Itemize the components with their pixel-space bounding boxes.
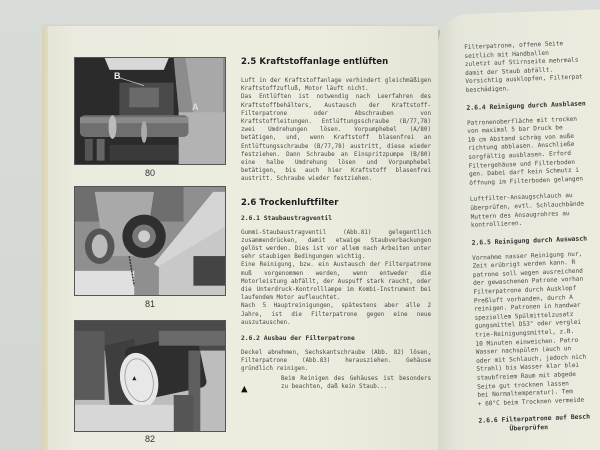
right-line: Filterpatrone durch Ausklopf	[473, 284, 577, 296]
figure-80-caption: 80	[144, 168, 155, 178]
right-line: trie-Reinigungsmittel, z.B.	[475, 328, 575, 339]
section-2-6-1-paragraph-1: Gummi-Staubaustragventil (Abb.81) gelegentlich zusammendrücken, damit etwaige Staubverbackungen gelöst werden. Dies ist vor allem nach Arbeiten unter sehr staubigen Bedingungen wichtig.	[241, 229, 431, 261]
right-line: Patronenoberfläche mit trocken	[466, 115, 578, 127]
right-line: Zeit erübrigt werden kann. R	[472, 259, 576, 271]
svg-text:▲: ▲	[132, 374, 137, 383]
section-2-5-paragraph-1: Luft in der Kraftstoffanlage verhindert gleichmäßigen Kraftstoffzufluß, Motor läuft nicht.	[241, 78, 431, 93]
dust-valve-image	[75, 187, 225, 296]
warning-triangle-icon: ▲	[241, 381, 248, 395]
right-line: richtung abblasen. Anschließe	[467, 141, 575, 153]
right-line: beschädigen.	[465, 85, 510, 94]
right-line: kontrollieren.	[470, 219, 523, 229]
right-line: Filterpatrone, offene Seite	[464, 40, 564, 51]
figure-82-photo	[74, 320, 226, 432]
section-2-6-6-heading: 2.6.6 Filterpatrone auf Besch	[478, 412, 591, 426]
right-line: gen. Dabei darf kein Schmutz i	[468, 166, 580, 179]
right-line: Muttern des Ansaugrohres au	[470, 209, 570, 221]
right-line: Vorsichtig ausklopfen, Filterpat	[465, 73, 583, 86]
right-line: 10 Minuten einweichen. Patro	[475, 336, 579, 348]
section-2-6-1-paragraph-2: Eine Reinigung, bzw. ein Austausch der Filterpatrone muß vorgenommen werden, wenn entweder die Motorleistung abfällt, der Auspuff stark raucht, oder die Unterdruck-Kontrolllampe im Kombi-Instrument bei laufendem Motor aufleuchtet.	[241, 262, 431, 302]
right-line: Preßluft vorhanden, durch A	[473, 293, 573, 305]
section-2-5-paragraph-2: Das Entlüften ist notwendig nach Leerfahren des Kraftstoffbehälters, Austausch der Kraftstoff-Filterpatrone oder Abschrauben von Kraftstoffleitungen. Entlüftungsschraube (B/77,78) zwei Umdrehungen lösen. Vorpumphebel (A/80) betätigen, und, wenn Kraftstoff blasenfrei an Entlüftungsschraube (B/77,78) austritt, diese wieder festziehen. Dann Schraube an Einspritzpumpe (B/80) eine halbe Umdrehung lösen und Vorpumphebel betätigen, bis auch hier Kraftstoff blasenfrei austritt. Schraube wieder festziehen.	[241, 94, 431, 183]
section-2-6-1-heading: 2.6.1 Staubaustragventil	[241, 214, 332, 222]
section-2-6-5-heading: 2.6.5 Reinigung durch Auswasch	[471, 234, 588, 247]
right-text-column	[464, 38, 600, 442]
figure-callout-b: B	[114, 71, 121, 81]
air-filter-housing-image	[75, 321, 225, 432]
right-line: seitlich mit Handballen	[464, 49, 549, 60]
figure-callout-a: A	[192, 102, 199, 112]
right-line: Vornahme nasser Reinigung nur,	[472, 250, 583, 262]
section-2-6-1-paragraph-3: Nach 5 Hauptreinigungen, spätestens aber alle 2 Jahre, ist die Filterpatrone gegen eine neue auszutauschen.	[241, 303, 431, 326]
right-line: der gewaschenen Patrone vorhan	[473, 276, 584, 288]
right-line: Wasser nachspülen (auch un	[475, 345, 572, 356]
right-line: Luftfilter-Ansaugschlauch au	[469, 192, 573, 204]
section-2-6-2-heading: 2.6.2 Ausbau der Filterpatrone	[241, 335, 355, 343]
warning-note	[241, 375, 431, 395]
right-line: gungsmittel D53" oder verglei	[474, 319, 582, 331]
left-text-column	[241, 57, 431, 395]
figure-82-caption: 82	[144, 434, 155, 444]
right-line: damit der Staub abfällt.	[464, 66, 554, 77]
right-line: Filtergehäuse und Filterboden	[468, 158, 576, 170]
engine-compartment-image	[75, 58, 225, 165]
right-line: patrone soll wegen ausreichend	[472, 267, 583, 279]
section-2-6-4-heading: 2.6.4 Reinigung durch Ausblasen	[466, 98, 586, 112]
right-line: + 60°C beim Trocknen vermeide	[477, 396, 585, 408]
section-2-6-6-heading-line2: Überprüfen	[478, 423, 549, 435]
right-line: staubfreiem Raum mit abgede	[476, 370, 576, 382]
figure-81-photo	[74, 186, 226, 296]
right-line: oder mit Schlauch, jedoch nich	[476, 353, 587, 365]
section-2-6-2-paragraph-1: Deckel abnehmen, Sechskantschraube (Abb. 82) lösen, Filterpatrone (Abb.83) herausziehen. Gehäuse gründlich reinigen.	[241, 350, 431, 373]
right-line: 10 cm Abstand schräg von auße	[467, 132, 575, 144]
figure-81-caption: 81	[144, 299, 155, 309]
right-line: Strahl) bis Wasser klar blei	[476, 362, 580, 374]
right-line: reinigen. Patronen in handwar	[474, 301, 581, 314]
warning-text: Beim Reinigen des Gehäuses ist besonders zu beachten, daß kein Staub...	[281, 375, 431, 390]
section-2-6-heading: 2.6 Trockenluftfilter	[241, 197, 339, 208]
right-line: sorgfältig ausblasen. Erford	[468, 149, 572, 161]
right-line: öffnung im Filterboden gelangen	[469, 175, 584, 187]
right-line: bei Normaltemperatur). Tem	[477, 388, 573, 399]
section-2-5-heading: 2.5 Kraftstoffanlage entlüften	[241, 57, 389, 67]
right-line: überprüfen, evtl. Schlauchbände	[470, 200, 585, 212]
right-line: zuletzt auf Stirnseite mehrmals	[464, 56, 579, 69]
right-line: Seite gut trocknen lassen	[477, 379, 569, 391]
right-line: speziellem Spülmittelzusatz	[474, 310, 574, 322]
right-line: von maximal 5 bar Druck be	[467, 124, 563, 136]
figure-80-photo	[74, 57, 226, 165]
